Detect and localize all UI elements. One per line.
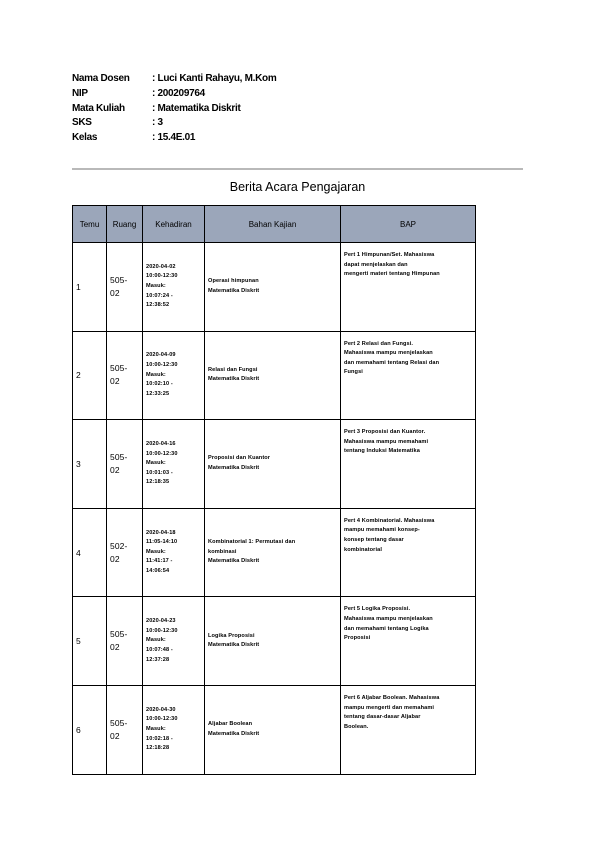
cell-temu: 6: [73, 685, 107, 774]
table-row: [73, 420, 476, 509]
cell-bahan-kajian: Logika Proposisi Matematika Diskrit: [205, 597, 341, 686]
cell-ruang: 505- 02: [107, 685, 143, 774]
cell-kehadiran: 2020-04-02 10:00-12:30 Masuk: 10:07:24 - 12:38:52: [143, 243, 205, 332]
cell-temu: 4: [73, 508, 107, 597]
cell-temu: 3: [73, 420, 107, 509]
cell-temu: 5: [73, 597, 107, 686]
info-label: Mata Kuliah: [72, 102, 125, 114]
info-label: NIP: [72, 87, 88, 99]
info-row-sks: [72, 116, 276, 131]
info-value: : 3: [152, 117, 163, 129]
cell-kehadiran: 2020-04-09 10:00-12:30 Masuk: 10:02:10 - 12:33:25: [143, 331, 205, 420]
cell-bahan-kajian: Aljabar Boolean Matematika Diskrit: [205, 685, 341, 774]
table-row: [73, 243, 476, 332]
page-title: Berita Acara Pengajaran: [229, 180, 366, 194]
info-label: SKS: [72, 117, 92, 129]
info-row-kelas: [72, 131, 276, 146]
cell-ruang: 505- 02: [107, 597, 143, 686]
cell-bahan-kajian: Operasi himpunan Matematika Diskrit: [205, 243, 341, 332]
info-value: : Luci Kanti Rahayu, M.Kom: [152, 73, 277, 84]
cell-temu: 1: [73, 243, 107, 332]
cell-ruang: 505- 02: [107, 420, 143, 509]
info-label: Kelas: [72, 132, 98, 144]
bap-table: [72, 205, 476, 775]
cell-bahan-kajian: Kombinatorial 1: Permutasi dan kombinasi Matematika Diskrit: [205, 508, 341, 597]
info-row-nip: [72, 87, 276, 102]
divider: [72, 168, 523, 170]
column-header-bahan-kajian: Bahan Kajian: [205, 206, 341, 243]
info-value: : 200209764: [152, 87, 205, 99]
lecturer-info: [72, 72, 276, 146]
cell-kehadiran: 2020-04-16 10:00-12:30 Masuk: 10:01:03 - 12:18:35: [143, 420, 205, 509]
table-header-row: [73, 206, 476, 243]
cell-bap: Pert 4 Kombinatorial. Mahasiswa mampu memahami konsep- konsep tentang dasar kombinatorial: [341, 508, 476, 597]
cell-bap: Pert 3 Proposisi dan Kuantor. Mahasiswa mampu memahami tentang Induksi Matematika: [341, 420, 476, 509]
cell-bap: Pert 5 Logika Proposisi. Mahasiswa mampu menjelaskan dan memahami tentang Logika Proposisi: [341, 597, 476, 686]
cell-bap: Pert 6 Aljabar Boolean. Mahasiswa mampu mengerti dan memahami tentang dasar-dasar Aljabar Boolean.: [341, 685, 476, 774]
info-value: : 15.4E.01: [152, 132, 196, 144]
cell-bap: Pert 1 Himpunan/Set. Mahasiswa dapat menjelaskan dan mengerti materi tentang Himpunan: [341, 243, 476, 332]
cell-temu: 2: [73, 331, 107, 420]
column-header-bap: BAP: [341, 206, 476, 243]
cell-bahan-kajian: Relasi dan Fungsi Matematika Diskrit: [205, 331, 341, 420]
cell-bahan-kajian: Proposisi dan Kuantor Matematika Diskrit: [205, 420, 341, 509]
cell-kehadiran: 2020-04-23 10:00-12:30 Masuk: 10:07:48 - 12:37:28: [143, 597, 205, 686]
info-row-dosen: [72, 72, 276, 87]
info-value: : Matematika Diskrit: [152, 102, 241, 114]
info-row-mata-kuliah: [72, 102, 276, 117]
table-row: [73, 597, 476, 686]
column-header-ruang: Ruang: [107, 206, 143, 243]
cell-ruang: 505- 02: [107, 331, 143, 420]
table-row: [73, 331, 476, 420]
table-row: [73, 685, 476, 774]
info-label: Nama Dosen: [72, 73, 130, 84]
cell-bap: Pert 2 Relasi dan Fungsi. Mahasiswa mampu menjelaskan dan memahami tentang Relasi dan Fungsi: [341, 331, 476, 420]
table-row: [73, 508, 476, 597]
cell-kehadiran: 2020-04-30 10:00-12:30 Masuk: 10:02:18 - 12:18:28: [143, 685, 205, 774]
cell-ruang: 505- 02: [107, 243, 143, 332]
column-header-kehadiran: Kehadiran: [143, 206, 205, 243]
cell-ruang: 502- 02: [107, 508, 143, 597]
cell-kehadiran: 2020-04-18 11:05-14:10 Masuk: 11:41:17 - 14:06:54: [143, 508, 205, 597]
column-header-temu: Temu: [73, 206, 107, 243]
